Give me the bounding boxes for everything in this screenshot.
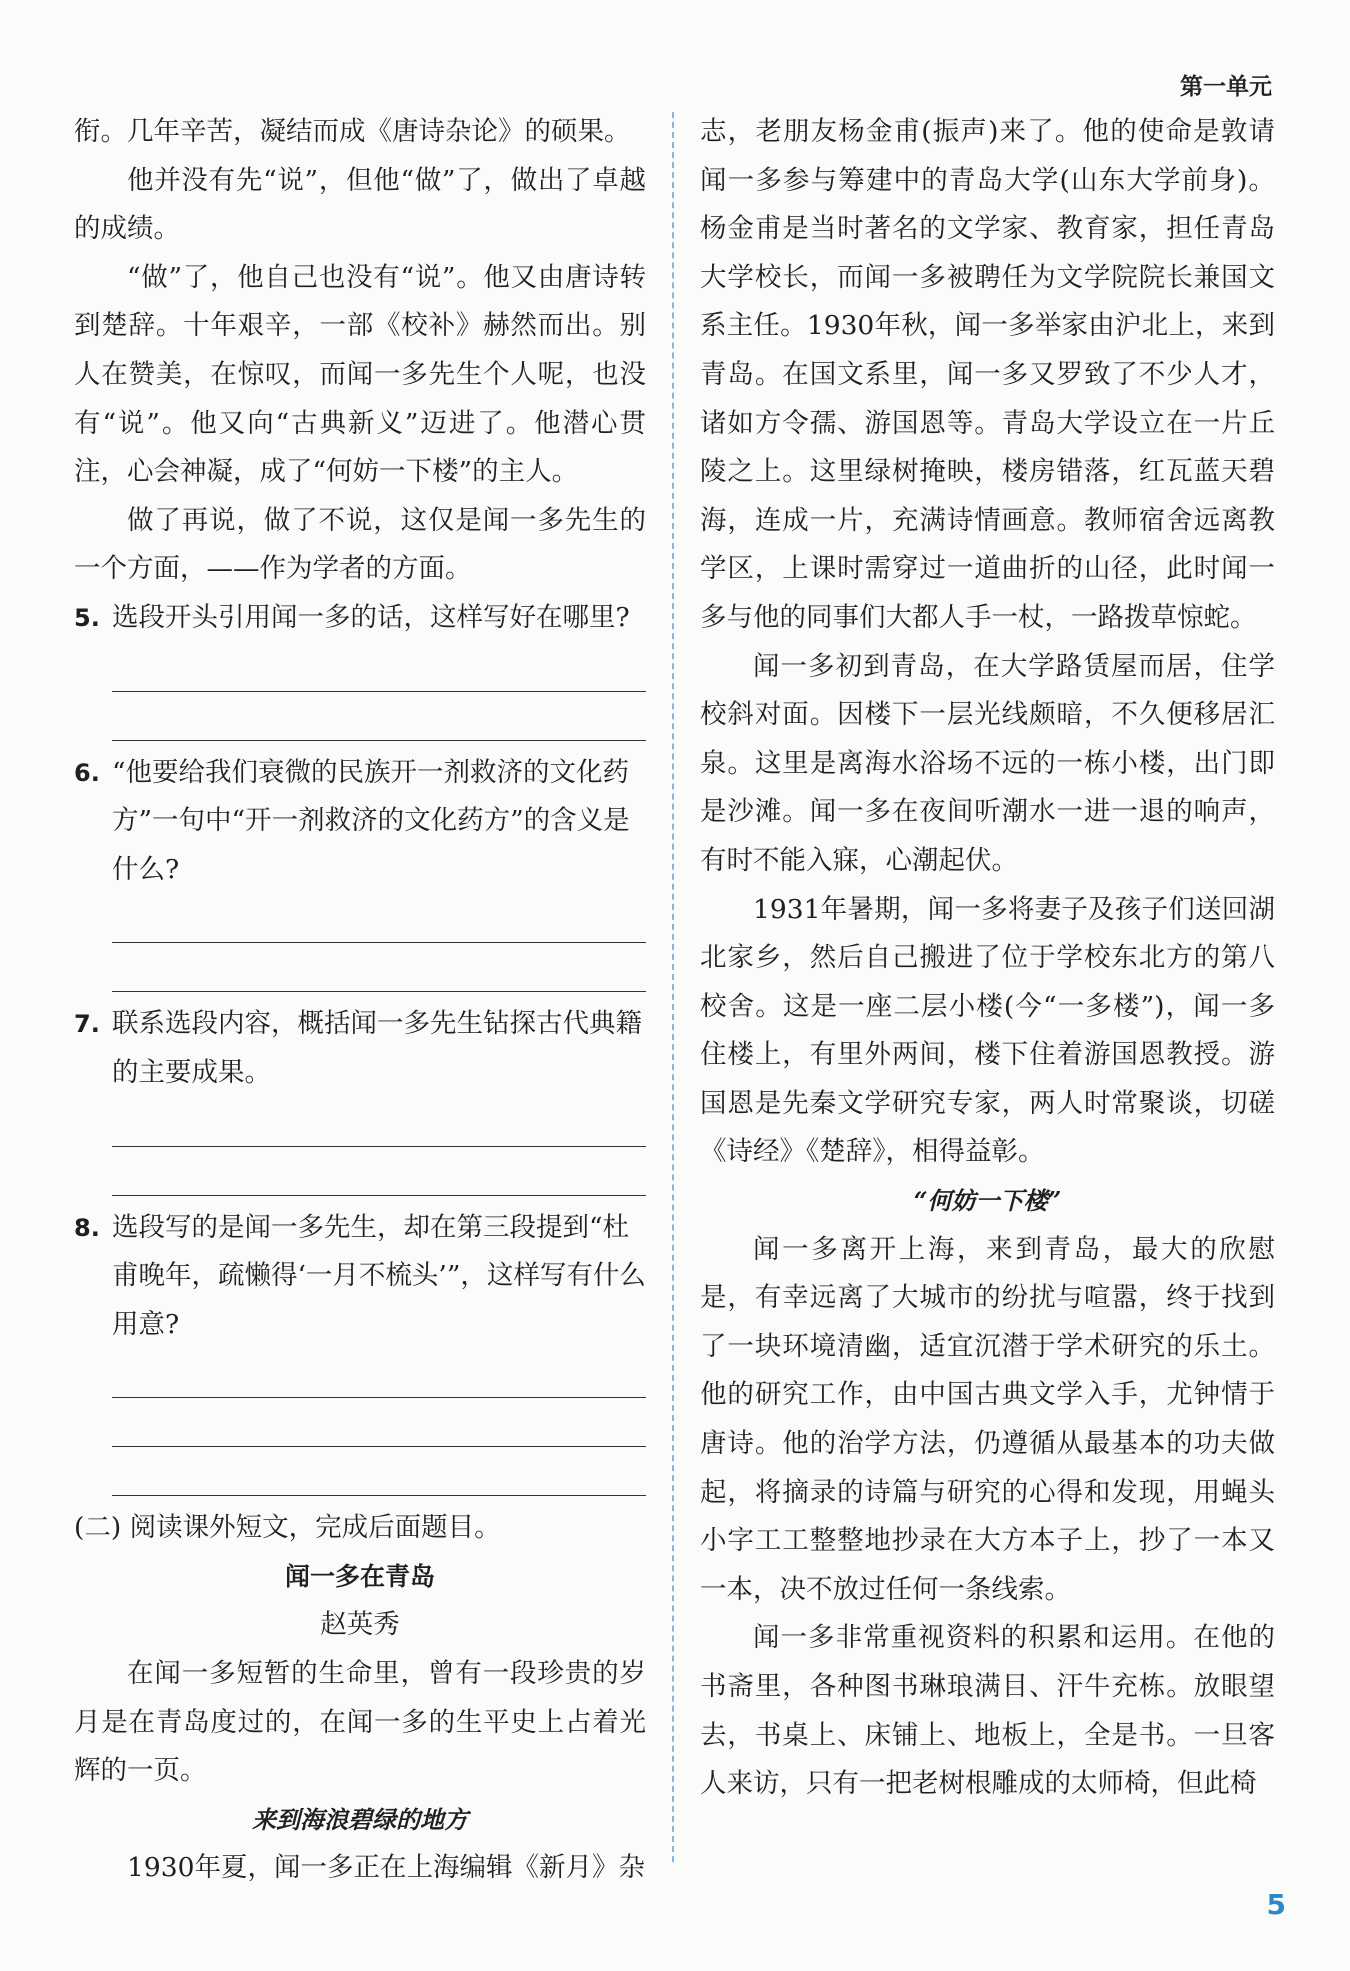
- subheading: 来到海浪碧绿的地方: [252, 1804, 468, 1834]
- paragraph: 闻一多初到青岛，在大学路赁屋而居，住学校斜对面。因楼下一层光线颇暗，不久便移居汇泉。这里是离海水浴场不远的一栋小楼，出门即是沙滩。闻一多在夜间听潮水一进一退的响声，有时不能入寐，心潮起伏。: [700, 650, 1275, 876]
- answer-line[interactable]: [112, 894, 646, 943]
- question-text: “他要给我们衰微的民族开一剂救济的文化药方”一句中“开一剂救济的文化药方”的含义是什么?: [112, 756, 630, 885]
- question-6: [74, 749, 646, 895]
- paragraph: 在闻一多短暂的生命里，曾有一段珍贵的岁月是在青岛度过的，在闻一多的生平史上占着光辉的一页。: [74, 1658, 646, 1787]
- question-5: [74, 594, 646, 643]
- unit-header: 第一单元: [1180, 74, 1272, 100]
- subheading: “何妨一下楼”: [913, 1186, 1062, 1216]
- question-number: 8.: [74, 1213, 100, 1242]
- paragraph: 他并没有先“说”，但他“做”了，做出了卓越的成绩。: [74, 164, 646, 245]
- left-column: [74, 108, 646, 1893]
- question-text: 选段开头引用闻一多的话，这样写好在哪里?: [112, 601, 630, 633]
- paragraph: 1931年暑期，闻一多将妻子及孩子们送回湖北家乡，然后自己搬进了位于学校东北方的第八校舍。这是一座二层小楼(今“一多楼”)，闻一多住楼上，有里外两间，楼下住着游国恩教授。游国恩是先秦文学研究专家，两人时常聚谈，切磋《诗经》《楚辞》，相得益彰。: [700, 893, 1275, 1168]
- answer-line[interactable]: [112, 1147, 646, 1196]
- column-divider: [672, 112, 674, 1862]
- answer-line[interactable]: [112, 1098, 646, 1147]
- page-number: 5: [1266, 1888, 1286, 1921]
- answer-line[interactable]: [112, 1447, 646, 1496]
- section-title: (二) 阅读课外短文，完成后面题目。: [74, 1512, 501, 1544]
- question-text: 联系选段内容，概括闻一多先生钻探古代典籍的主要成果。: [112, 1008, 642, 1088]
- paragraph: 做了再说，做了不说，这仅是闻一多先生的一个方面，——作为学者的方面。: [74, 504, 646, 585]
- answer-line[interactable]: [112, 943, 646, 992]
- question-7: [74, 1000, 646, 1097]
- paragraph: 闻一多离开上海，来到青岛，最大的欣慰是，有幸远离了大城市的纷扰与喧嚣，终于找到了一块环境清幽，适宜沉潜于学术研究的乐土。他的研究工作，由中国古典文学入手，尤钟情于唐诗。他的治学方法，仍遵循从最基本的功夫做起，将摘录的诗篇与研究的心得和发现，用蝇头小字工工整整地抄录在大方本子上，抄了一本又一本，决不放过任何一条线索。: [700, 1233, 1275, 1605]
- question-8: [74, 1204, 646, 1350]
- question-number: 7.: [74, 1010, 100, 1039]
- answer-line[interactable]: [112, 1398, 646, 1447]
- article-title: 闻一多在青岛: [284, 1561, 435, 1591]
- answer-line[interactable]: [112, 643, 646, 692]
- right-column: [700, 108, 1275, 1809]
- answer-line[interactable]: [112, 1349, 646, 1398]
- paragraph: 志，老朋友杨金甫(振声)来了。他的使命是敦请闻一多参与筹建中的青岛大学(山东大学前身)。杨金甫是当时著名的文学家、教育家，担任青岛大学校长，而闻一多被聘任为文学院院长兼国文系主任。1930年秋，闻一多举家由沪北上，来到青岛。在国文系里，闻一多又罗致了不少人才，诸如方令孺、游国恩等。青岛大学设立在一片丘陵之上。这里绿树掩映，楼房错落，红瓦蓝天碧海，连成一片，充满诗情画意。教师宿舍远离教学区，上课时需穿过一道曲折的山径，此时闻一多与他的同事们大都人手一杖，一路拨草惊蛇。: [700, 116, 1275, 633]
- paragraph: 1930年夏，闻一多正在上海编辑《新月》杂: [127, 1852, 645, 1884]
- paragraph: 衔。几年辛苦，凝结而成《唐诗杂论》的硕果。: [74, 116, 631, 147]
- answer-line[interactable]: [112, 692, 646, 741]
- question-number: 5.: [74, 603, 100, 632]
- paragraph: “做”了，他自己也没有“说”。他又由唐诗转到楚辞。十年艰辛，一部《校补》赫然而出。别人在赞美，在惊叹，而闻一多先生个人呢，也没有“说”。他又向“古典新义”迈进了。他潜心贯注，心会神凝，成了“何妨一下楼”的主人。: [74, 261, 646, 488]
- paragraph: 闻一多非常重视资料的积累和运用。在他的书斋里，各种图书琳琅满目、汗牛充栋。放眼望去，书桌上、床铺上、地板上，全是书。一旦客人来访，只有一把老树根雕成的太师椅，但此椅: [700, 1622, 1275, 1800]
- article-author: 赵英秀: [320, 1609, 400, 1641]
- question-number: 6.: [74, 758, 100, 787]
- question-text: 选段写的是闻一多先生，却在第三段提到“杜甫晚年，疏懒得‘一月不梳头’”，这样写有什么用意?: [112, 1211, 646, 1340]
